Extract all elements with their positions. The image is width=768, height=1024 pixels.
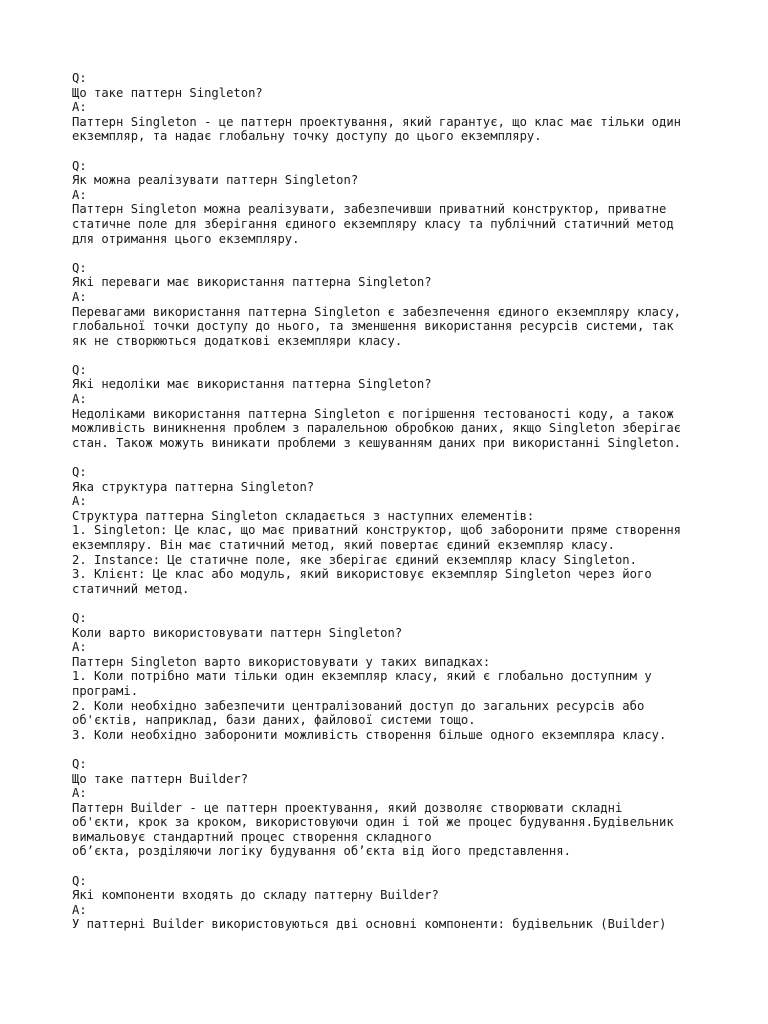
qa-item — [72, 465, 712, 596]
answer-label: A: — [72, 100, 87, 115]
question-label: Q: — [72, 362, 87, 377]
question-label: Q: — [72, 71, 87, 85]
qa-item — [72, 363, 712, 451]
question-text: Які компоненти входять до складу паттерну Builder? — [72, 888, 439, 903]
question-label: Q: — [72, 260, 87, 275]
qa-item — [72, 611, 712, 742]
question-text: Які переваги має використання паттерна Singleton? — [72, 275, 432, 290]
answer-line: стан. Також можуть виникати проблеми з кешуванням даних при використанні Singleton. — [72, 435, 682, 450]
qa-item — [72, 757, 712, 859]
answer-line: програмі. — [72, 683, 139, 698]
question-label: Q: — [72, 465, 87, 480]
answer-line: вимальовує стандартний процес створення складного — [72, 829, 432, 844]
answer-line: екземпляру. Він має статичний метод, який повертає єдиний екземпляр класу. — [72, 538, 615, 552]
qa-item — [72, 261, 712, 349]
question-label: Q: — [72, 873, 87, 888]
answer-line: Паттерн Singleton можна реалізувати, забезпечивши приватний конструктор, приватне — [72, 202, 667, 217]
question-text: Які недоліки має використання паттерна Singleton? — [72, 377, 432, 392]
answer-label: A: — [72, 187, 87, 202]
answer-line: об'єкти, крок за кроком, використовуючи один і той же процес будування.Будівельник — [72, 815, 674, 830]
answer-line: екземпляр, та надає глобальну точку доступу до цього екземпляру. — [72, 129, 542, 144]
answer-label: A: — [72, 392, 87, 407]
answer-line: для отримання цього екземпляру. — [72, 231, 300, 246]
question-text: Як можна реалізувати паттерн Singleton? — [72, 173, 359, 188]
answer-line: Паттерн Singleton - це паттерн проектування, який гарантує, що клас має тільки один — [72, 114, 682, 129]
answer-line: Паттерн Singleton варто використовувати у таких випадках: — [72, 654, 491, 669]
answer-line: статичне поле для зберігання єдиного екземпляру класу та публічний статичний метод — [72, 216, 674, 231]
answer-line: 3. Коли необхідно заборонити можливість створення більше одного екземпляра класу. — [72, 727, 667, 742]
answer-line: можливість виникнення проблем з паралельною обробкою даних, якщо Singleton зберігає — [72, 421, 682, 436]
answer-label: A: — [72, 640, 87, 655]
answer-line: статичний метод. — [72, 581, 190, 596]
answer-line: 3. Клієнт: Це клас або модуль, який використовує екземпляр Singleton через його — [72, 567, 652, 582]
answer-line: об’єкта, розділяючи логіку будування об’єкта від його представлення. — [72, 844, 571, 859]
answer-label: A: — [72, 902, 87, 917]
question-text: Коли варто використовувати паттерн Singleton? — [72, 625, 403, 640]
qa-item — [72, 71, 712, 144]
answer-line: Недоліками використання паттерна Singleton є погіршення тестованості коду, а також — [72, 406, 674, 421]
question-text: Що таке паттерн Builder? — [72, 771, 249, 786]
answer-line: Структура паттерна Singleton складається з наступних елементів: — [72, 508, 535, 523]
question-label: Q: — [72, 756, 87, 771]
answer-line: У паттерні Builder використовуються дві основні компоненти: будівельник (Builder) — [72, 917, 667, 932]
answer-label: A: — [72, 289, 87, 304]
question-label: Q: — [72, 158, 87, 173]
answer-line: 2. Коли необхідно забезпечити централізований доступ до загальних ресурсів або — [72, 698, 645, 713]
answer-line: глобальної точки доступу до нього, та зменшення використання ресурсів системи, так — [72, 319, 674, 334]
answer-label: A: — [72, 786, 87, 801]
question-label: Q: — [72, 610, 87, 625]
document-page — [72, 71, 712, 947]
answer-line: 1. Коли потрібно мати тільки один екземпляр класу, який є глобально доступним у — [72, 669, 652, 684]
answer-label: A: — [72, 494, 87, 509]
answer-line: об'єктів, наприклад, бази даних, файлової системи тощо. — [72, 713, 476, 728]
answer-line: Паттерн Builder - це паттерн проектування, який дозволяє створювати складні — [72, 800, 623, 815]
question-text: Що таке паттерн Singleton? — [72, 85, 263, 100]
answer-line: як не створюються додаткові екземпляри класу. — [72, 333, 403, 348]
answer-line: Перевагами використання паттерна Singleton є забезпечення єдиного екземпляру класу, — [72, 304, 682, 319]
answer-line: 2. Instance: Це статичне поле, яке зберігає єдиний екземпляр класу Singleton. — [72, 552, 637, 567]
qa-item — [72, 874, 712, 932]
question-text: Яка структура паттерна Singleton? — [72, 479, 315, 494]
qa-item — [72, 159, 712, 247]
answer-line: 1. Singleton: Це клас, що має приватний конструктор, щоб заборонити пряме створення — [72, 523, 682, 538]
